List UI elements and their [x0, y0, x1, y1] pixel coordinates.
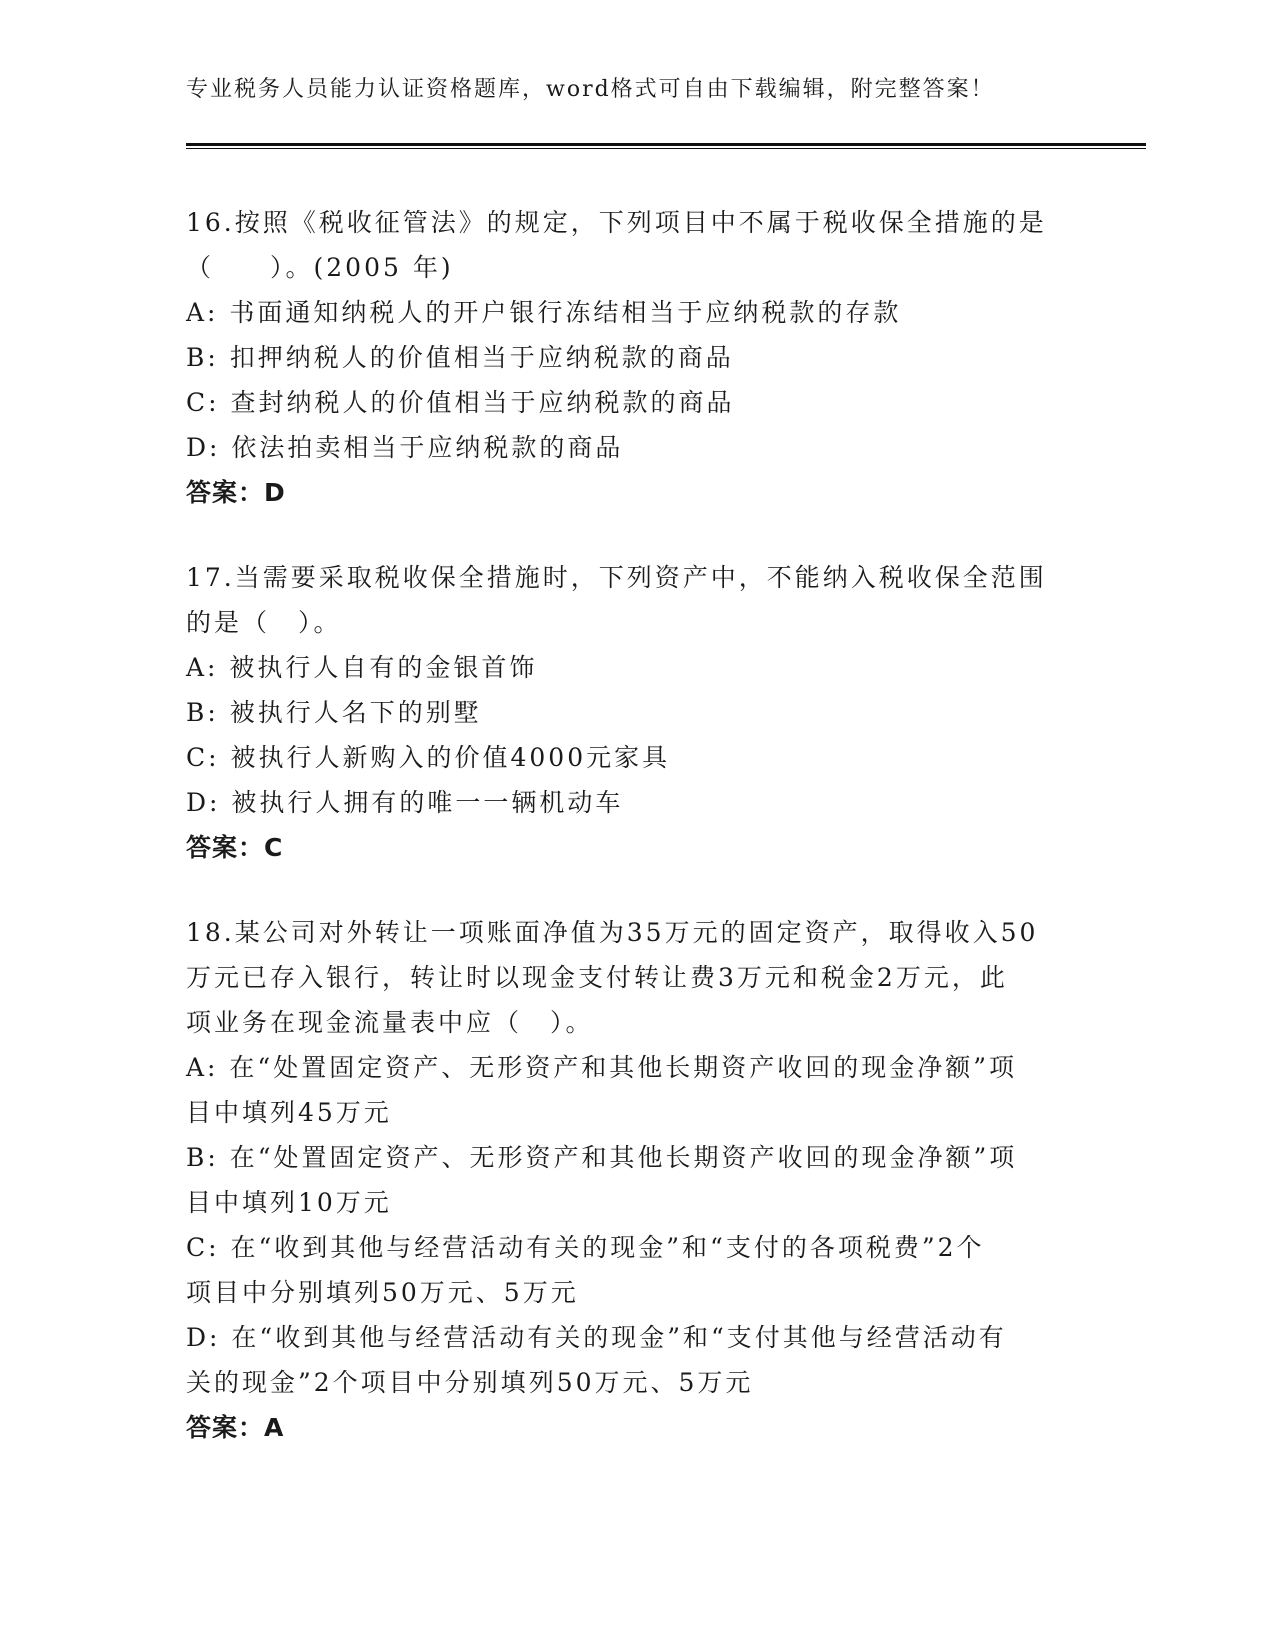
option-b-continued: 目中填列10万元	[186, 1188, 392, 1217]
question-17	[186, 555, 1086, 870]
option-d: D: 在“收到其他与经营活动有关的现金”和“支付其他与经营活动有	[186, 1323, 1007, 1352]
option-a: A: 被执行人自有的金银首饰	[186, 653, 538, 682]
option-b: B: 被执行人名下的别墅	[186, 698, 482, 727]
option-a: A: 书面通知纳税人的开户银行冻结相当于应纳税款的存款	[186, 298, 902, 327]
option-b: B: 在“处置固定资产、无形资产和其他长期资产收回的现金净额”项	[186, 1143, 1018, 1172]
question-list	[186, 200, 1086, 1490]
question-stem-line: 18.某公司对外转让一项账面净值为35万元的固定资产，取得收入50	[186, 918, 1039, 947]
question-stem-line: （ ）。(2005 年)	[186, 253, 454, 282]
option-d: D: 依法拍卖相当于应纳税款的商品	[186, 433, 624, 462]
answer-label: 答案：C	[186, 833, 284, 862]
question-16	[186, 200, 1086, 515]
option-d: D: 被执行人拥有的唯一一辆机动车	[186, 788, 624, 817]
question-18	[186, 910, 1086, 1450]
question-stem-line: 的是（ ）。	[186, 608, 342, 637]
option-b: B: 扣押纳税人的价值相当于应纳税款的商品	[186, 343, 734, 372]
question-stem-line: 万元已存入银行，转让时以现金支付转让费3万元和税金2万元，此	[186, 963, 1008, 992]
header-divider	[186, 143, 1146, 149]
question-stem-line: 17.当需要采取税收保全措施时，下列资产中，不能纳入税收保全范围	[186, 563, 1047, 592]
option-c: C: 查封纳税人的价值相当于应纳税款的商品	[186, 388, 735, 417]
option-c-continued: 项目中分别填列50万元、5万元	[186, 1278, 579, 1307]
option-a-continued: 目中填列45万元	[186, 1098, 392, 1127]
option-a: A: 在“处置固定资产、无形资产和其他长期资产收回的现金净额”项	[186, 1053, 1017, 1082]
option-d-continued: 关的现金”2个项目中分别填列50万元、5万元	[186, 1368, 754, 1397]
option-c: C: 在“收到其他与经营活动有关的现金”和“支付的各项税费”2个	[186, 1233, 985, 1262]
page-header: 专业税务人员能力认证资格题库，word格式可自由下载编辑，附完整答案！	[186, 77, 995, 102]
question-stem-line: 项业务在现金流量表中应（ ）。	[186, 1008, 594, 1037]
option-c: C: 被执行人新购入的价值4000元家具	[186, 743, 671, 772]
answer-label: 答案：D	[186, 478, 286, 507]
answer-label: 答案：A	[186, 1413, 285, 1442]
question-stem-line: 16.按照《税收征管法》的规定，下列项目中不属于税收保全措施的是	[186, 208, 1047, 237]
